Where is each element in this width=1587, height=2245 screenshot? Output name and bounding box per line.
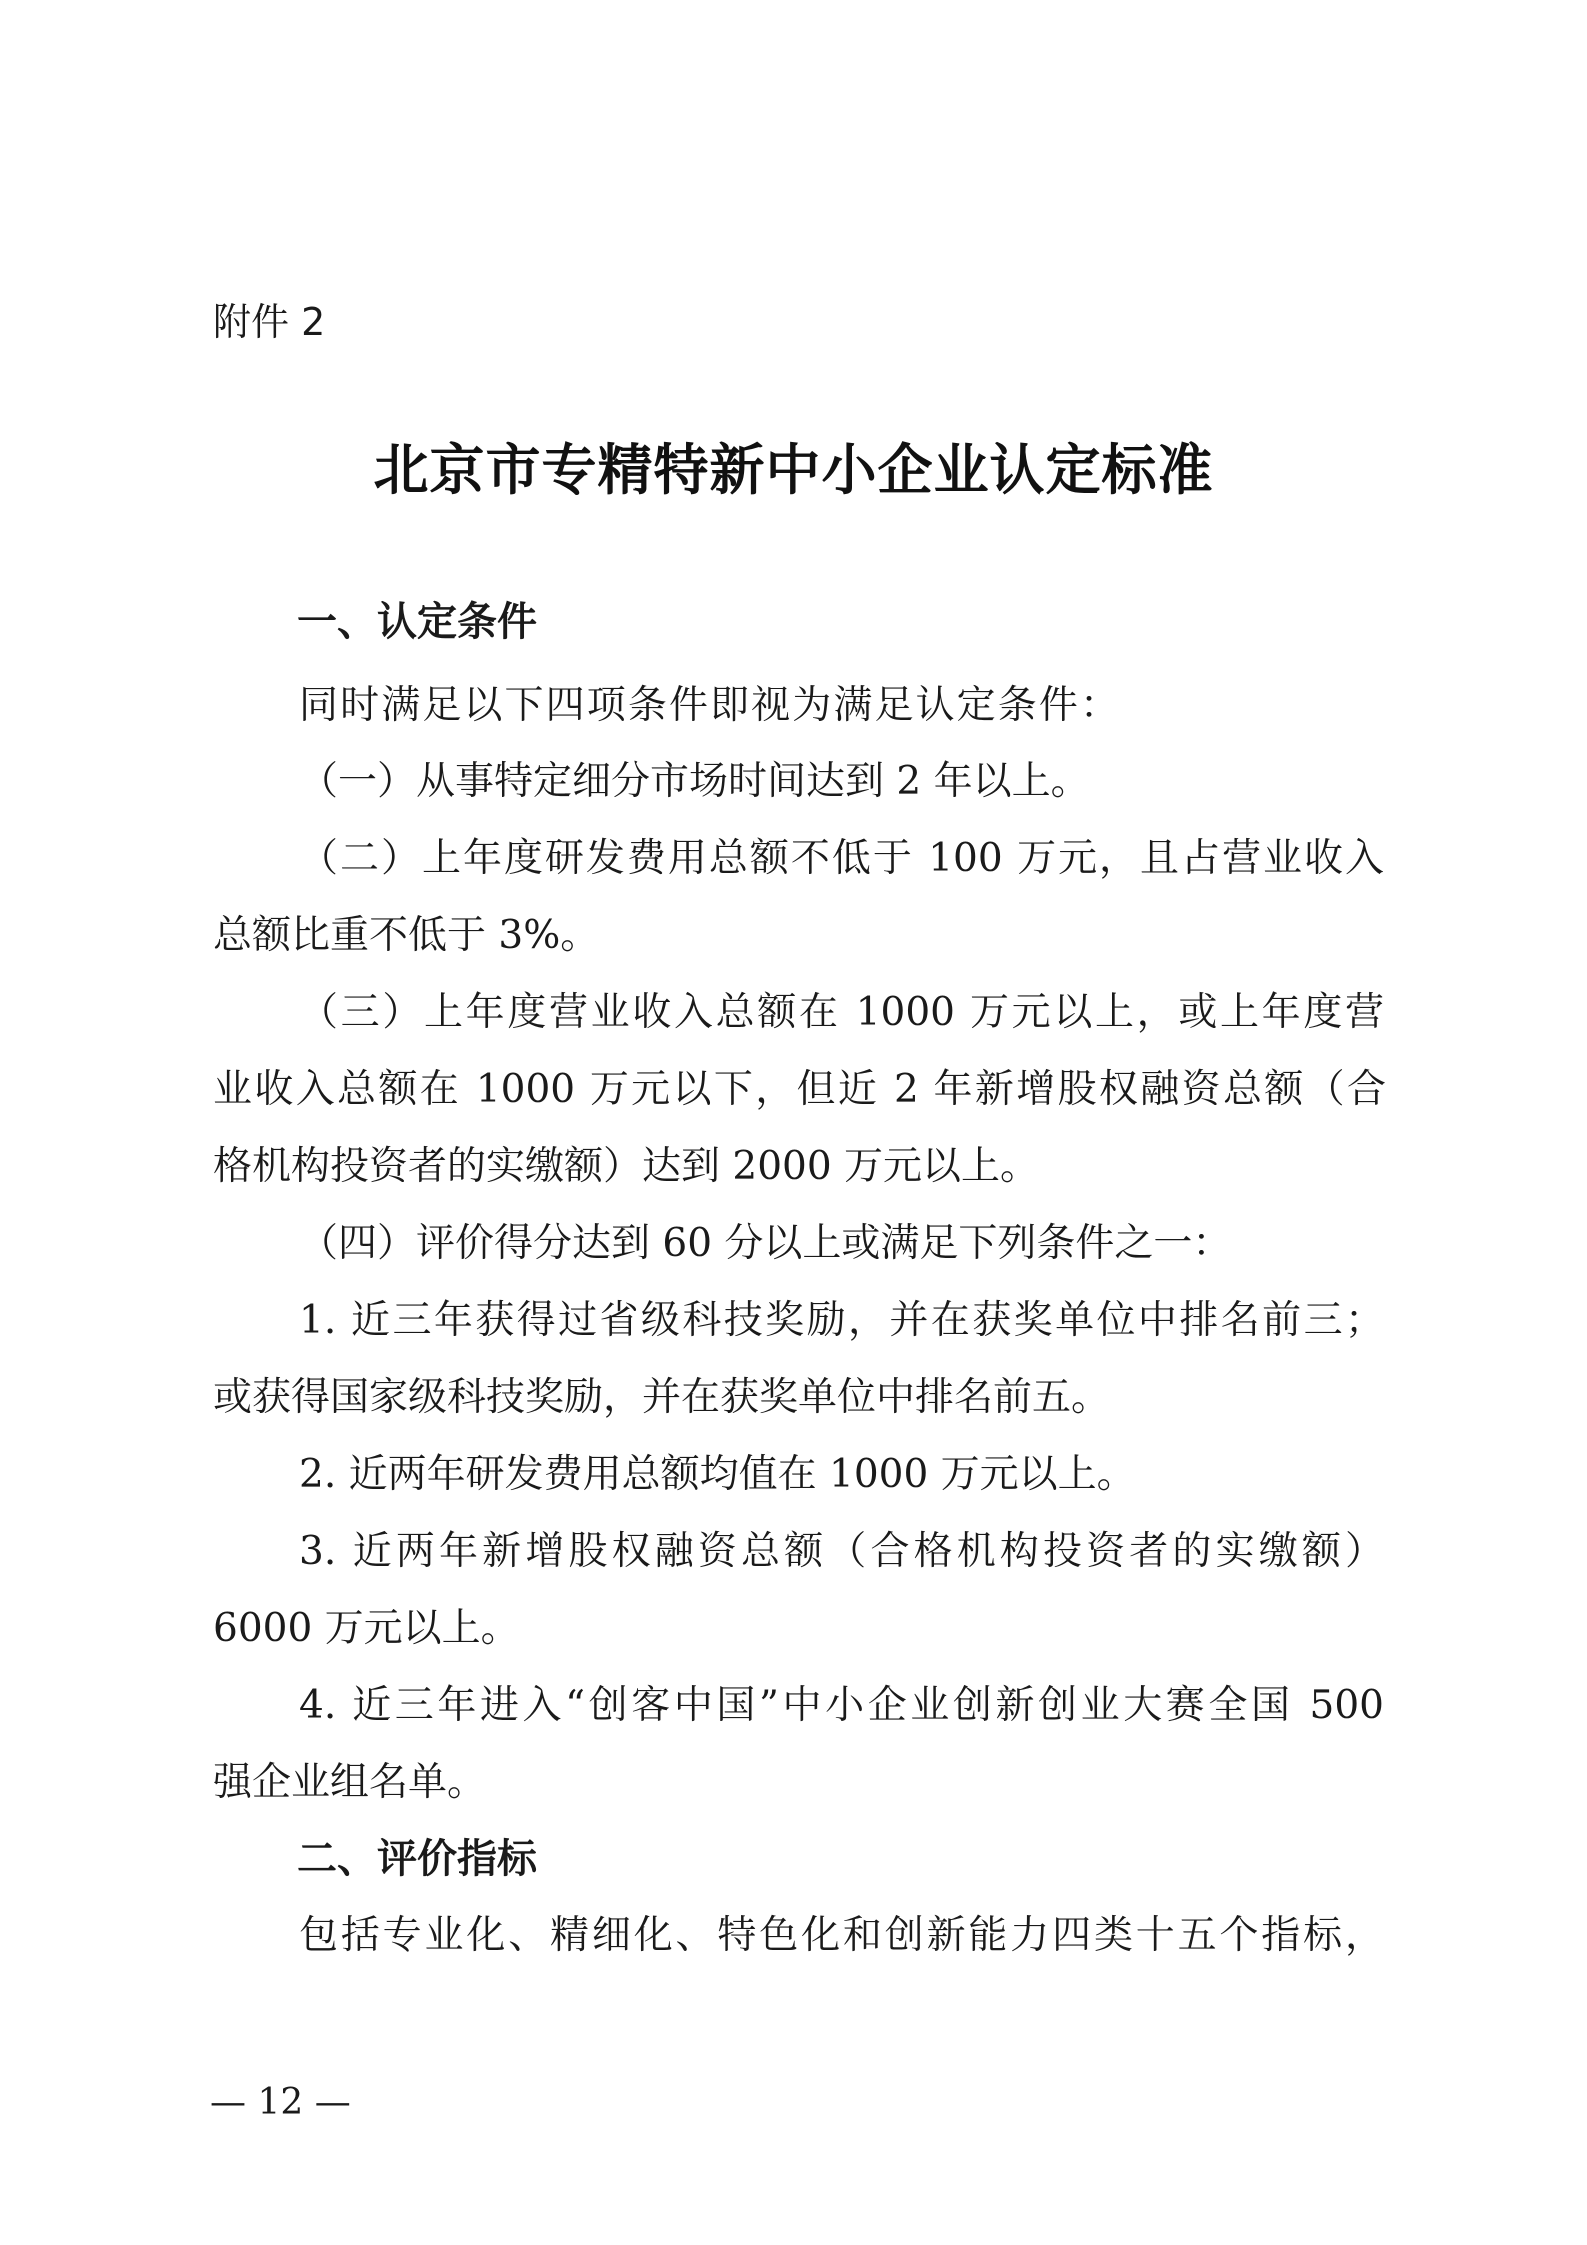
condition-3-line-2: 业收入总额在 1000 万元以下，但近 2 年新增股权融资总额（合 [213,1067,1386,1112]
item-1-line-2: 或获得国家级科技奖励，并在获奖单位中排名前五。 [213,1375,1111,1420]
criteria-intro: 同时满足以下四项条件即视为满足认定条件： [299,683,1119,728]
condition-2-line-2: 总额比重不低于 3%。 [213,913,600,958]
indicators-line-1: 包括专业化、精细化、特色化和创新能力四类十五个指标， [299,1913,1384,1958]
page-number: — 12 — [210,2082,351,2123]
section-heading-indicators: 二、评价指标 [297,1836,537,1882]
attachment-label: 附件 2 [213,300,326,344]
item-3-line-1: 3. 近两年新增股权融资总额（合格机构投资者的实缴额） [299,1529,1384,1574]
condition-3-line-1: （三）上年度营业收入总额在 1000 万元以上，或上年度营 [299,990,1384,1035]
item-1-line-1: 1. 近三年获得过省级科技奖励，并在获奖单位中排名前三； [299,1298,1384,1343]
item-3-line-2: 6000 万元以上。 [213,1606,520,1651]
item-4-line-1: 4. 近三年进入“创客中国”中小企业创新创业大赛全国 500 [299,1683,1384,1728]
section-heading-criteria: 一、认定条件 [297,599,537,645]
condition-2-line-1: （二）上年度研发费用总额不低于 100 万元，且占营业收入 [299,836,1384,881]
condition-4: （四）评价得分达到 60 分以上或满足下列条件之一： [299,1221,1232,1266]
document-title: 北京市专精特新中小企业认定标准 [373,437,1214,502]
condition-1: （一）从事特定细分市场时间达到 2 年以上。 [299,759,1090,804]
condition-3-line-3: 格机构投资者的实缴额）达到 2000 万元以上。 [213,1144,1040,1189]
item-4-line-2: 强企业组名单。 [213,1760,487,1805]
item-2: 2. 近两年研发费用总额均值在 1000 万元以上。 [299,1452,1136,1497]
